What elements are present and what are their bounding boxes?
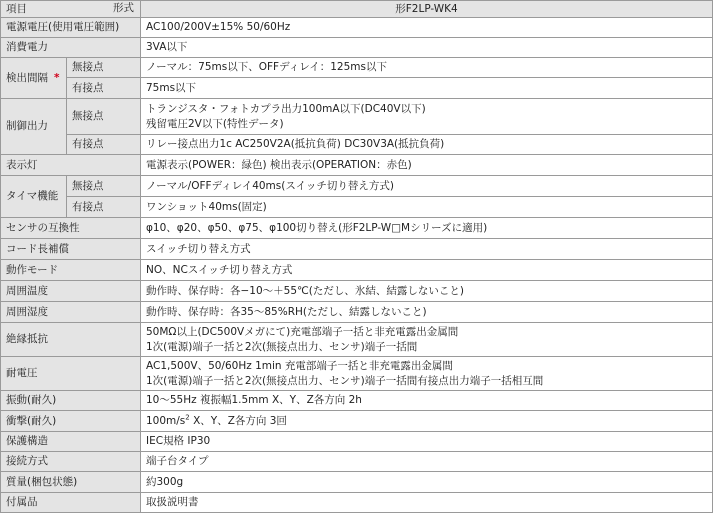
row-value: φ10、φ20、φ50、φ75、φ100切り替え(形F2LP-W□Mシリーズに適用) — [141, 218, 713, 239]
row-value: ノーマル：75ms以下、OFFディレイ：125ms以下 — [141, 58, 713, 78]
sub-label-contact: 有接点 — [67, 135, 141, 155]
row-label: 制御出力 — [1, 99, 67, 155]
row-label: 絶縁抵抗 — [1, 323, 141, 357]
table-row — [1, 391, 713, 411]
row-label: 接続方式 — [1, 452, 141, 472]
row-value: リレー接点出力1c AC250V2A(抵抗負荷) DC30V3A(抵抗負荷) — [141, 135, 713, 155]
table-row — [1, 452, 713, 472]
table-row — [1, 281, 713, 302]
table-row — [1, 302, 713, 323]
row-value: IEC規格 IP30 — [141, 432, 713, 452]
row-value: スイッチ切り替え方式 — [141, 239, 713, 260]
table-row — [1, 155, 713, 176]
row-label: タイマ機能 — [1, 176, 67, 218]
table-row — [1, 78, 713, 99]
table-row — [1, 197, 713, 218]
sub-label-contactless: 無接点 — [67, 176, 141, 197]
table-row — [1, 135, 713, 155]
table-row — [1, 493, 713, 513]
row-label: 消費電力 — [1, 38, 141, 58]
row-label: 保護構造 — [1, 432, 141, 452]
value-line: 1次(電源)端子一括と2次(無接点出力、センサ)端子一括間 — [146, 340, 418, 353]
row-value: 約300g — [141, 472, 713, 493]
sub-label-contact: 有接点 — [67, 197, 141, 218]
row-value: 動作時、保存時：各−10〜＋55℃(ただし、氷結、結露しないこと) — [141, 281, 713, 302]
row-value — [141, 357, 713, 391]
row-value — [141, 323, 713, 357]
table-row — [1, 472, 713, 493]
row-value: AC100/200V±15% 50/60Hz — [141, 18, 713, 38]
row-value: ワンショット40ms(固定) — [141, 197, 713, 218]
note-mark: * — [54, 71, 60, 84]
row-label: 衝撃(耐久) — [1, 411, 141, 432]
header-item-cell — [1, 1, 141, 18]
table-row — [1, 357, 713, 391]
value-line: 残留電圧2V以下(特性データ) — [146, 117, 284, 130]
table-row — [1, 323, 713, 357]
table-row — [1, 176, 713, 197]
row-value: 動作時、保存時：各35〜85%RH(ただし、結露しないこと) — [141, 302, 713, 323]
row-label: 電源電圧(使用電圧範囲) — [1, 18, 141, 38]
row-value — [141, 99, 713, 135]
value-line: 50MΩ以上(DC500Vメガにて)充電部端子一括と非充電露出金属間 — [146, 325, 459, 338]
row-label: 周囲温度 — [1, 281, 141, 302]
shock-value-exponent: 2 — [185, 413, 190, 421]
sub-label-contactless: 無接点 — [67, 99, 141, 135]
value-line: トランジスタ・フォトカプラ出力100mA以下(DC40V以下) — [146, 102, 426, 115]
header-model: 形F2LP-WK4 — [141, 1, 713, 18]
sub-label-contactless: 無接点 — [67, 58, 141, 78]
table-row — [1, 432, 713, 452]
table-row — [1, 411, 713, 432]
row-label: 動作モード — [1, 260, 141, 281]
header-row — [1, 1, 713, 18]
row-label: 振動(耐久) — [1, 391, 141, 411]
table-row — [1, 99, 713, 135]
row-label-detection-interval — [1, 58, 67, 99]
header-format-label: 形式 — [113, 2, 134, 14]
value-line: AC1,500V、50/60Hz 1min 充電部端子一括と非充電露出金属間 — [146, 359, 453, 372]
sub-label-contact: 有接点 — [67, 78, 141, 99]
row-label: 付属品 — [1, 493, 141, 513]
row-value: NO、NCスイッチ切り替え方式 — [141, 260, 713, 281]
row-value: ノーマル/OFFディレイ40ms(スイッチ切り替え方式) — [141, 176, 713, 197]
table-row — [1, 38, 713, 58]
table-row — [1, 58, 713, 78]
row-value: 端子台タイプ — [141, 452, 713, 472]
row-value: 10〜55Hz 複振幅1.5mm X、Y、Z各方向 2h — [141, 391, 713, 411]
row-label: 質量(梱包状態) — [1, 472, 141, 493]
detection-interval-label: 検出間隔 — [6, 71, 48, 84]
row-value: 75ms以下 — [141, 78, 713, 99]
table-row — [1, 239, 713, 260]
row-label: センサの互換性 — [1, 218, 141, 239]
value-line: 1次(電源)端子一括と2次(無接点出力、センサ)端子一括間有接点出力端子一括相互間 — [146, 374, 544, 387]
row-value: 取扱説明書 — [141, 493, 713, 513]
row-label: 耐電圧 — [1, 357, 141, 391]
row-value: 3VA以下 — [141, 38, 713, 58]
shock-value-main: 100m/s — [146, 414, 186, 427]
shock-value-rest: X、Y、Z各方向 3回 — [189, 414, 287, 427]
row-value — [141, 411, 713, 432]
table-row — [1, 218, 713, 239]
header-item-label: 項目 — [6, 2, 27, 15]
table-row — [1, 18, 713, 38]
row-label: 周囲湿度 — [1, 302, 141, 323]
row-label: コード長補償 — [1, 239, 141, 260]
table-row — [1, 260, 713, 281]
row-value: 電源表示(POWER：緑色) 検出表示(OPERATION：赤色) — [141, 155, 713, 176]
row-label: 表示灯 — [1, 155, 141, 176]
